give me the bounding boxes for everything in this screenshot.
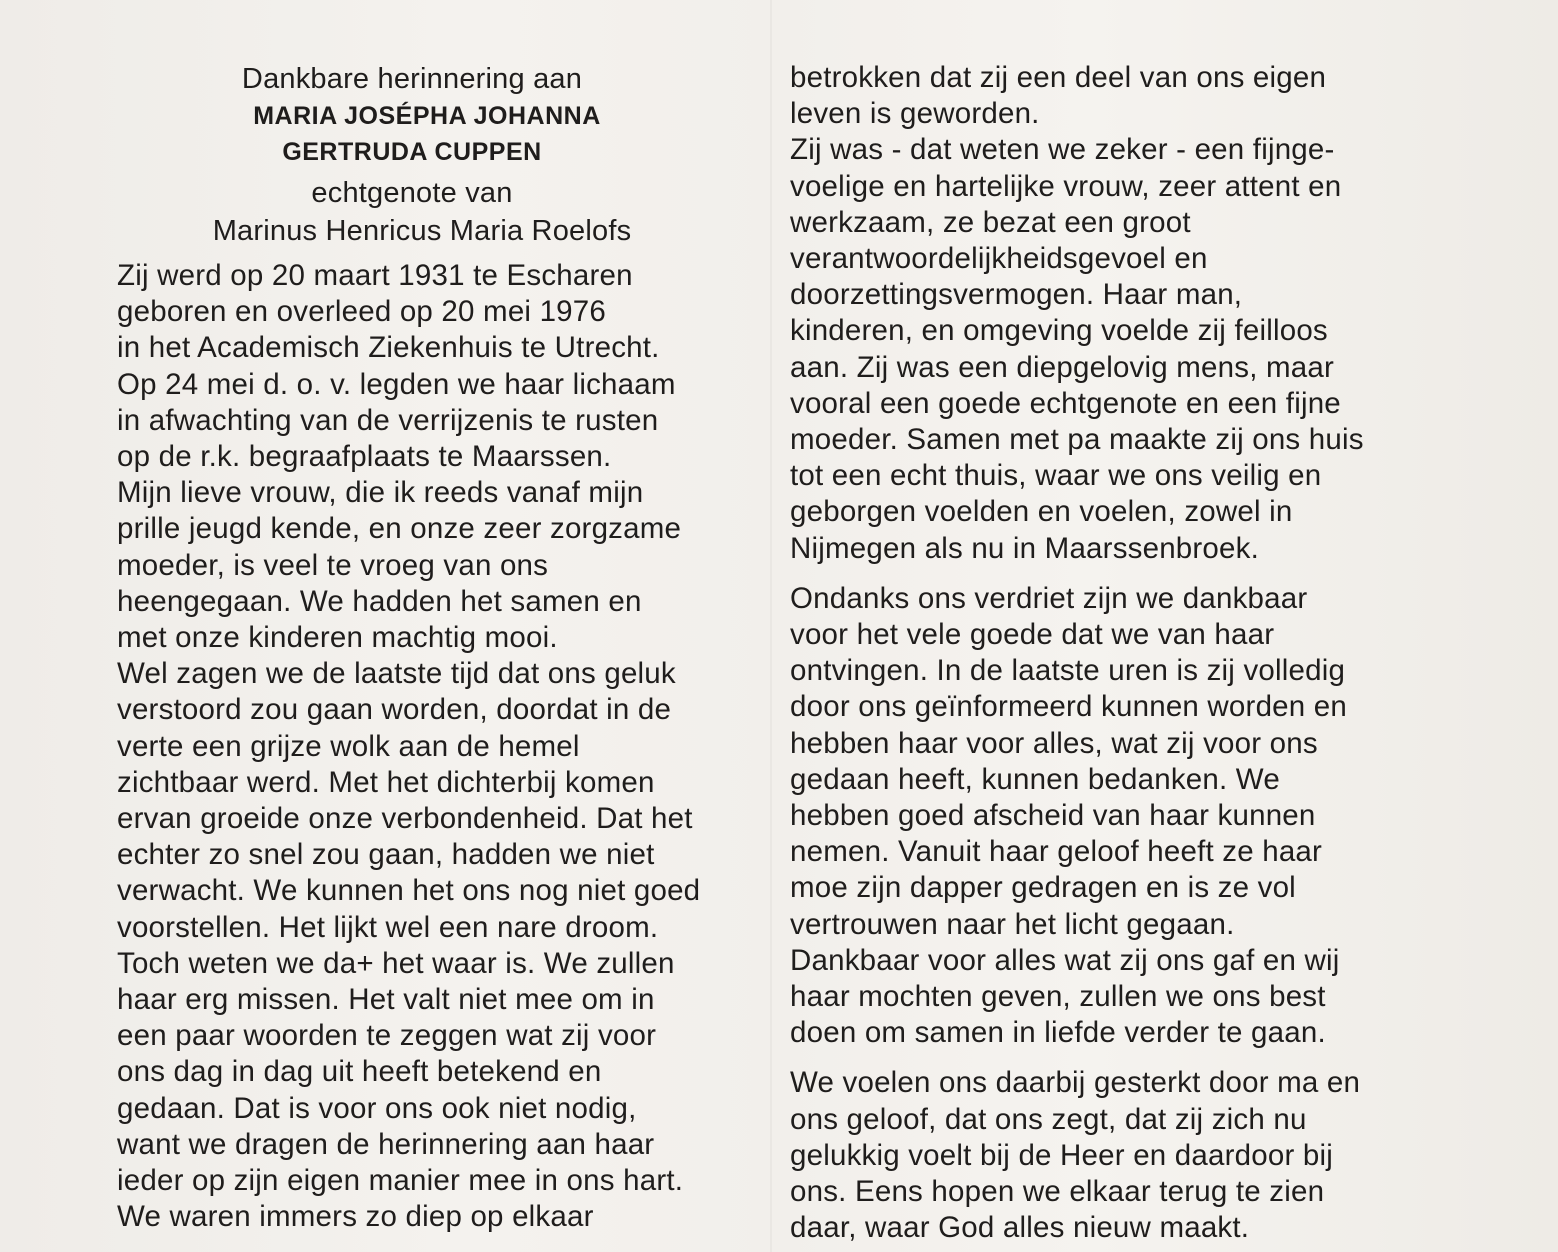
right-paragraph-1	[790, 60, 1440, 567]
right-paragraph-3	[790, 1065, 1440, 1246]
text-line: hebben haar voor alles, wat zij voor ons	[790, 726, 1318, 760]
text-line: voelige en hartelijke vrouw, zeer attent en	[790, 169, 1342, 203]
text-line: hebben goed afscheid van haar kunnen	[790, 799, 1316, 833]
text-line: echter zo snel zou gaan, hadden we niet	[117, 838, 655, 872]
text-line: Mijn lieve vrouw, die ik reeds vanaf mijn	[117, 476, 644, 510]
text-line: geborgen voelden en voelen, zowel in	[790, 495, 1293, 529]
relation-text: echtgenote van	[311, 177, 513, 209]
text-line: aan. Zij was een diepgelovig mens, maar	[790, 350, 1334, 384]
text-line: moeder, is veel te vroeg van ons	[117, 548, 549, 582]
text-line: door ons geïnformeerd kunnen worden en	[790, 690, 1347, 724]
text-line: gelukkig voelt bij de Heer en daardoor bij	[790, 1138, 1334, 1172]
text-line: ontvingen. In de laatste uren is zij volledig	[790, 654, 1346, 688]
text-line: voorstellen. Het lijkt wel een nare droom.	[117, 910, 659, 944]
text-line: geboren en overleed op 20 mei 1976	[117, 295, 606, 329]
text-line: Zij was - dat weten we zeker - een fijnge-	[790, 133, 1335, 167]
deceased-name-line-1: MARIA JOSÉPHA JOHANNA	[253, 102, 601, 130]
text-line: ieder op zijn eigen manier mee in ons hart.	[117, 1164, 684, 1198]
text-line: ervan groeide onze verbondenheid. Dat het	[117, 802, 693, 836]
text-line: betrokken dat zij een deel van ons eigen	[790, 61, 1327, 94]
text-line: Dankbaar voor alles wat zij ons gaf en wij	[790, 943, 1340, 977]
text-line: verte een grijze wolk aan de hemel	[117, 729, 580, 763]
text-line: ons geloof, dat ons zegt, dat zij zich nu	[790, 1102, 1307, 1136]
text-line: doorzettingsvermogen. Haar man,	[790, 278, 1243, 312]
text-line: Wel zagen we de laatste tijd dat ons geluk	[117, 657, 676, 691]
text-line: gedaan. Dat is voor ons ook niet nodig,	[117, 1091, 637, 1125]
text-line: op de r.k. begraafplaats te Maarssen.	[117, 440, 612, 474]
left-page	[117, 60, 767, 1235]
text-line: prille jeugd kende, en onze zeer zorgzame	[117, 512, 682, 546]
text-line: daar, waar God alles nieuw maakt.	[790, 1211, 1250, 1245]
text-line: werkzaam, ze bezat een groot	[790, 205, 1191, 239]
text-line: Toch weten we da+ het waar is. We zullen	[117, 946, 675, 980]
text-line: nemen. Vanuit haar geloof heeft ze haar	[790, 835, 1323, 869]
text-line: We waren immers zo diep op elkaar	[117, 1200, 594, 1234]
text-line: gedaan heeft, kunnen bedanken. We	[790, 762, 1280, 796]
card-header	[117, 60, 767, 250]
text-line: Ondanks ons verdriet zijn we dankbaar	[790, 581, 1308, 615]
text-line: moeder. Samen met pa maakte zij ons huis	[790, 423, 1364, 457]
spouse-name: Marinus Henricus Maria Roelofs	[212, 215, 632, 247]
text-line: ons. Eens hopen we elkaar terug te zien	[790, 1175, 1325, 1209]
text-line: kinderen, en omgeving voelde zij feilloos	[790, 314, 1328, 348]
text-line: ons dag in dag uit heeft betekend en	[117, 1055, 602, 1089]
text-line: leven is geworden.	[790, 97, 1040, 131]
text-line: zichtbaar werd. Met het dichterbij komen	[117, 765, 655, 799]
text-line: vooral een goede echtgenote en een fijne	[790, 386, 1341, 420]
card-fold	[770, 0, 772, 1252]
text-line: moe zijn dapper gedragen en is ze vol	[790, 871, 1296, 905]
text-line: heengegaan. We hadden het samen en	[117, 584, 642, 618]
text-line: verwacht. We kunnen het ons nog niet goed	[117, 874, 701, 908]
right-page	[790, 60, 1440, 1247]
text-line: We voelen ons daarbij gesterkt door ma en	[790, 1066, 1361, 1100]
left-body-text	[117, 258, 767, 1235]
text-line: haar erg missen. Het valt niet mee om in	[117, 983, 655, 1017]
text-line: Nijmegen als nu in Maarssenbroek.	[790, 531, 1259, 565]
text-line: verantwoordelijkheidsgevoel en	[790, 242, 1208, 276]
text-line: in het Academisch Ziekenhuis te Utrecht.	[117, 331, 660, 365]
text-line: Zij werd op 20 maart 1931 te Escharen	[117, 259, 633, 292]
text-line: met onze kinderen machtig mooi.	[117, 621, 558, 655]
text-line: vertrouwen naar het licht gegaan.	[790, 907, 1235, 941]
text-line: haar mochten geven, zullen we ons best	[790, 980, 1326, 1014]
right-paragraph-2	[790, 581, 1440, 1052]
intro-text: Dankbare herinnering aan	[241, 63, 583, 95]
deceased-name-line-2: GERTRUDA CUPPEN	[282, 138, 542, 166]
text-line: een paar woorden te zeggen wat zij voor	[117, 1019, 657, 1053]
text-line: doen om samen in liefde verder te gaan.	[790, 1016, 1326, 1050]
text-line: in afwachting van de verrijzenis te rusten	[117, 403, 659, 437]
text-line: verstoord zou gaan worden, doordat in de	[117, 693, 672, 727]
text-line: want we dragen de herinnering aan haar	[117, 1127, 655, 1161]
text-line: voor het vele goede dat we van haar	[790, 618, 1275, 652]
text-line: tot een echt thuis, waar we ons veilig en	[790, 459, 1322, 493]
text-line: Op 24 mei d. o. v. legden we haar lichaam	[117, 367, 676, 401]
